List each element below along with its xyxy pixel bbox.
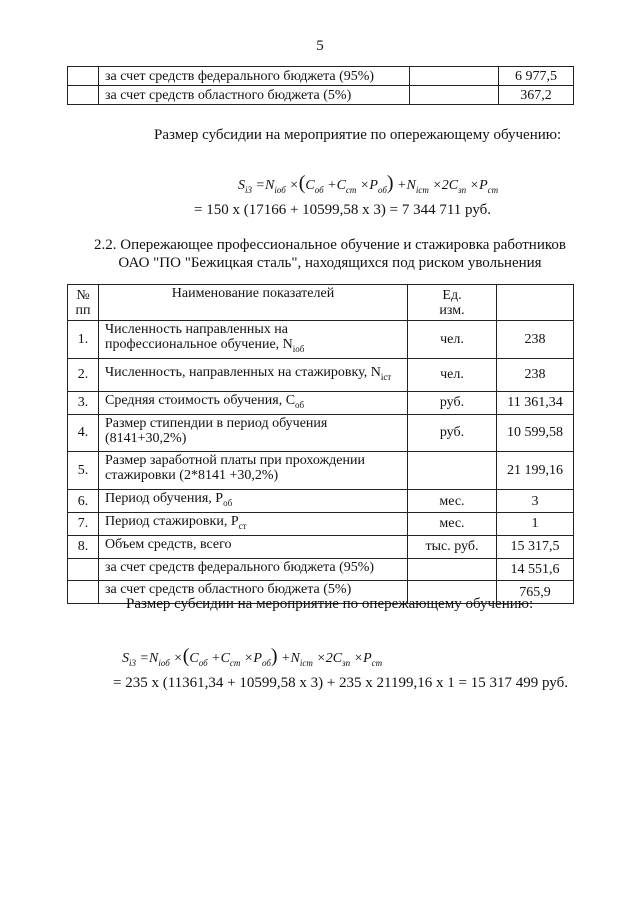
row-value: 238: [497, 358, 574, 391]
row-value: 10 599,58: [497, 414, 574, 452]
table-row: [68, 414, 574, 452]
row-unit: чел.: [408, 321, 497, 359]
table-row: [68, 490, 574, 513]
section-heading-line-2: ОАО "ПО "Бежицкая сталь", находящихся под риском увольнения: [118, 255, 542, 271]
row-name: Средняя стоимость обучения, $С_{об}$: [99, 391, 408, 414]
calculation-2: = 235 х (11361,34 + 10599,58 х 3) + 235 х 21199,16 х 1 = 15 317 499 руб.: [113, 675, 568, 691]
row-name: за счет средств областного бюджета (5%): [99, 581, 408, 604]
row-value: 6 977,5: [499, 67, 574, 86]
calculation-1: = 150 х (17166 + 10599,58 х 3) = 7 344 711 руб.: [194, 202, 492, 218]
row-value: 3: [497, 490, 574, 513]
table-row: [68, 512, 574, 535]
table-header-row: [68, 285, 574, 321]
row-value: 765,9: [497, 581, 574, 604]
page-number: 5: [316, 38, 324, 54]
row-label: за счет средств федерального бюджета (95%): [99, 67, 410, 86]
row-name: Размер заработной платы при прохождении стажировки (2*8141 +30,2%): [99, 452, 408, 490]
row-value: 15 317,5: [497, 535, 574, 558]
row-num: 8.: [68, 535, 99, 558]
section-heading-line-1: 2.2. Опережающее профессиональное обучение и стажировка работников: [94, 237, 566, 253]
row-name: Размер стипендии в период обучения (8141+30,2%): [99, 414, 408, 452]
row-name: Период обучения, $Р_{об}$: [99, 490, 408, 513]
row-name: Численность, направленных на стажировку, $N_{iст}$: [99, 358, 408, 391]
section-heading: [60, 236, 600, 272]
row-unit: руб.: [408, 391, 497, 414]
row-unit: [408, 452, 497, 490]
table-row: [68, 558, 574, 581]
row-unit: тыс. руб.: [408, 535, 497, 558]
table-row: [68, 321, 574, 359]
table-row: [68, 535, 574, 558]
row-value: 11 361,34: [497, 391, 574, 414]
header-value: [497, 285, 574, 321]
table-row: [68, 391, 574, 414]
row-num: 1.: [68, 321, 99, 359]
row-num: [68, 558, 99, 581]
table-row: [68, 358, 574, 391]
table-row: [68, 67, 574, 86]
subsidy-intro-1: Размер субсидии на мероприятие по опережающему обучению:: [154, 127, 562, 143]
row-unit: мес.: [408, 512, 497, 535]
row-label: за счет средств областного бюджета (5%): [99, 86, 410, 105]
formula-2: $S_{i3} =N_{iоб} \times(C_{об} +C_{ст} \times P_{об}) +N_{iст} \times 2C_{зп} \times P_{ст}$: [122, 645, 383, 668]
header-num: № пп: [68, 285, 99, 321]
subsidy-intro-2: Размер субсидии на мероприятие по опережающему обучению:: [126, 596, 534, 612]
row-num: 5.: [68, 452, 99, 490]
main-table: [67, 284, 574, 604]
top-table: [67, 66, 574, 105]
row-unit: чел.: [408, 358, 497, 391]
row-value: 238: [497, 321, 574, 359]
row-unit: мес.: [408, 490, 497, 513]
row-name: Объем средств, всего: [99, 535, 408, 558]
row-name: за счет средств федерального бюджета (95%): [99, 558, 408, 581]
row-num: 4.: [68, 414, 99, 452]
row-name: Период стажировки, $Р_{ст}$: [99, 512, 408, 535]
row-num: 7.: [68, 512, 99, 535]
table-row: [68, 86, 574, 105]
row-unit: [408, 558, 497, 581]
row-num: [68, 581, 99, 604]
row-value: 367,2: [499, 86, 574, 105]
row-num: 3.: [68, 391, 99, 414]
row-num: 6.: [68, 490, 99, 513]
row-unit: руб.: [408, 414, 497, 452]
row-name: Численность направленных на профессиональное обучение, $N_{iоб}$: [99, 321, 408, 359]
header-name: Наименование показателей: [99, 285, 408, 321]
row-value: 14 551,6: [497, 558, 574, 581]
row-num: 2.: [68, 358, 99, 391]
formula-1: $S_{i3} =N_{iоб} \times(C_{об} +C_{ст} \times P_{об}) +N_{iст} \times 2C_{зп} \times P_{ст}$: [238, 172, 499, 195]
row-value: 1: [497, 512, 574, 535]
row-unit: [410, 67, 499, 86]
row-value: 21 199,16: [497, 452, 574, 490]
header-unit: Ед. изм.: [408, 285, 497, 321]
row-unit: [410, 86, 499, 105]
table-row: [68, 452, 574, 490]
